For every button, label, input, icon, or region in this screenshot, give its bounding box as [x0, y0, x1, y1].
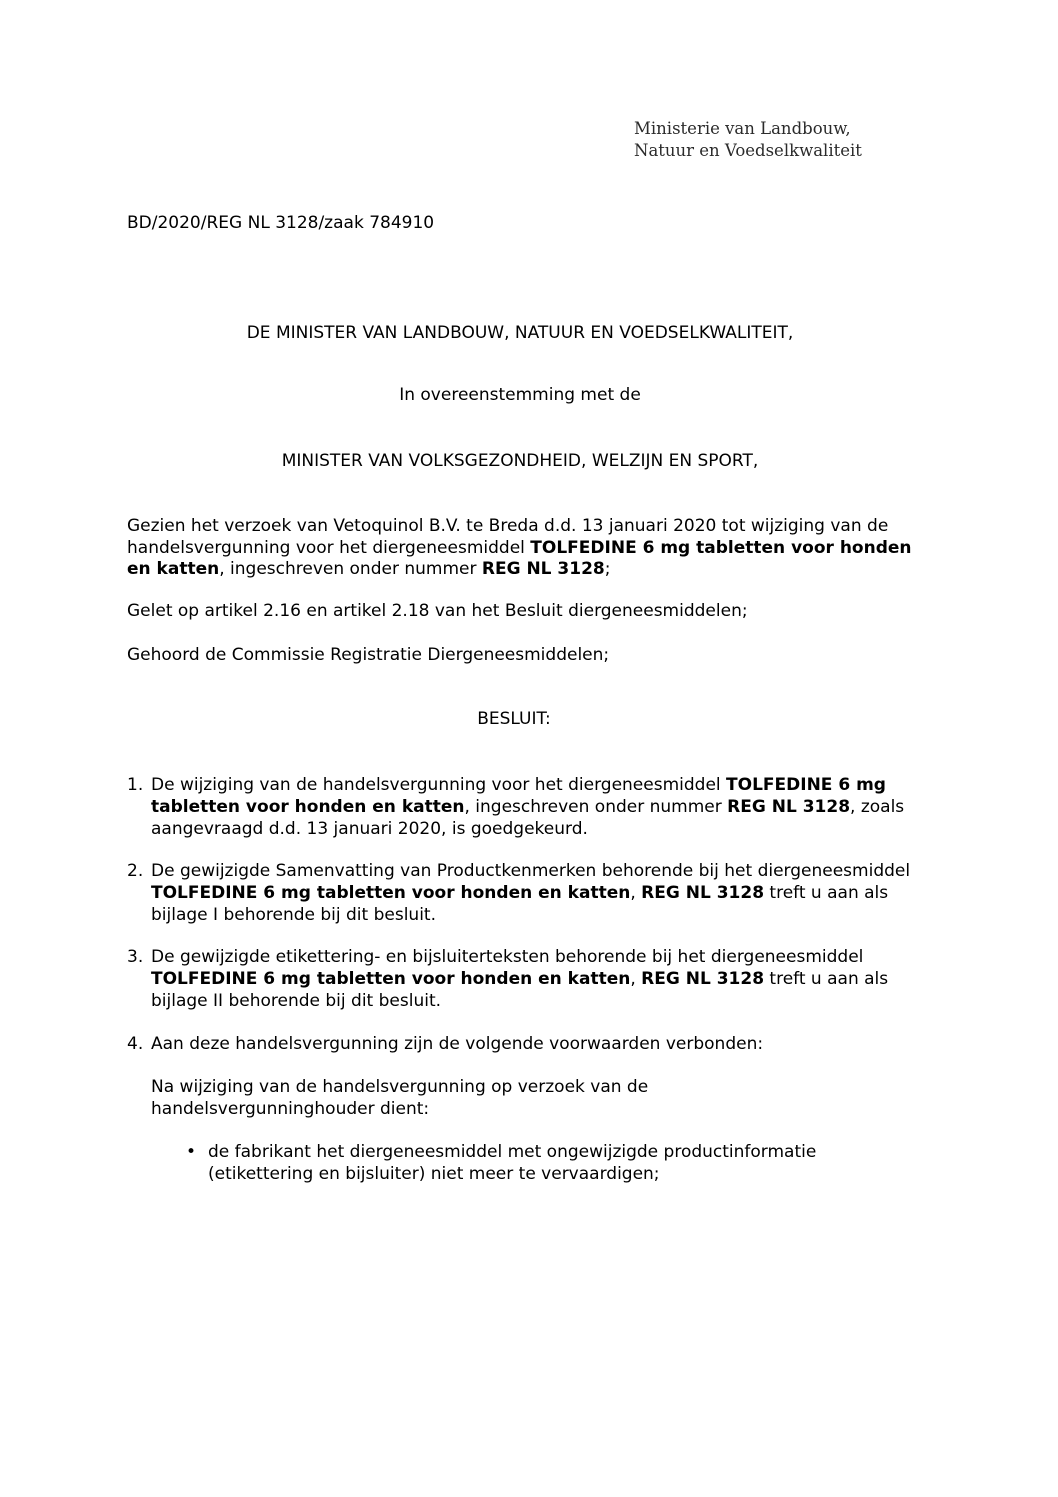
letterhead-line-2: Natuur en Voedselkwaliteit — [634, 141, 862, 160]
product-name: TOLFEDINE 6 mg tabletten voor honden en katten — [151, 969, 631, 989]
product-name: TOLFEDINE 6 mg tabletten voor honden en katten — [127, 537, 912, 579]
minister-heading-lnv: DE MINISTER VAN LANDBOUW, NATUUR EN VOEDSELKWALITEIT, — [246, 323, 794, 343]
registration-number: REG NL 3128 — [481, 559, 605, 579]
agreement-line: In overeenstemming met de — [399, 385, 641, 405]
minister-heading-vws: MINISTER VAN VOLKSGEZONDHEID, WELZIJN EN SPORT, — [281, 451, 759, 471]
condition-intro: Na wijziging van de handelsvergunning op verzoek van de handelsvergunninghouder dient: — [151, 1077, 649, 1119]
item-number: 2. — [127, 861, 144, 881]
bullet-icon: • — [186, 1142, 197, 1162]
reference-number: BD/2020/REG NL 3128/zaak 784910 — [127, 213, 435, 233]
condition-bullet-1: • de fabrikant het diergeneesmiddel met ongewijzigde productinformatie (etikettering en bijsluiter) niet meer te vervaardigen; — [186, 1142, 817, 1184]
intro-paragraph-request: Gezien het verzoek van Vetoquinol B.V. te Breda d.d. 13 januari 2020 tot wijziging van de handelsvergunning voor het diergeneesmiddel TOLFEDINE 6 mg tabletten voor honden en katten, ingeschreven onder nummer REG NL 3128; — [127, 516, 912, 579]
registration-number: REG NL 3128 — [641, 969, 765, 989]
letterhead-line-1: Ministerie van Landbouw, — [634, 119, 851, 138]
product-name: TOLFEDINE 6 mg tabletten voor honden en katten — [151, 775, 886, 817]
item-number: 1. — [127, 775, 144, 795]
decision-title: BESLUIT: — [477, 709, 551, 729]
ministry-letterhead — [634, 118, 862, 162]
item-number: 4. — [127, 1034, 144, 1054]
decision-item-4: 4. Aan deze handelsvergunning zijn de volgende voorwaarden verbonden: — [127, 1034, 764, 1054]
item-number: 3. — [127, 947, 144, 967]
decision-item-1: 1. De wijziging van de handelsvergunning voor het diergeneesmiddel TOLFEDINE 6 mg tabletten voor honden en katten, ingeschreven onder nummer REG NL 3128, zoals aangevraagd d.d. 13 januari 2020, is goedgekeurd. — [127, 775, 905, 839]
intro-paragraph-legal-basis: Gelet op artikel 2.16 en artikel 2.18 van het Besluit diergeneesmiddelen; — [127, 601, 748, 621]
decision-item-2: 2. De gewijzigde Samenvatting van Productkenmerken behorende bij het diergeneesmiddel TOLFEDINE 6 mg tabletten voor honden en katten, REG NL 3128 treft u aan als bijlage I behorende bij dit besluit. — [127, 861, 911, 925]
registration-number: REG NL 3128 — [641, 883, 765, 903]
decision-item-3: 3. De gewijzigde etikettering- en bijsluiterteksten behorende bij het diergeneesmiddel TOLFEDINE 6 mg tabletten voor honden en katten, REG NL 3128 treft u aan als bijlage II behorende bij dit besluit. — [127, 947, 889, 1011]
registration-number: REG NL 3128 — [727, 797, 851, 817]
intro-paragraph-committee: Gehoord de Commissie Registratie Diergeneesmiddelen; — [127, 645, 610, 665]
product-name: TOLFEDINE 6 mg tabletten voor honden en katten — [151, 883, 631, 903]
